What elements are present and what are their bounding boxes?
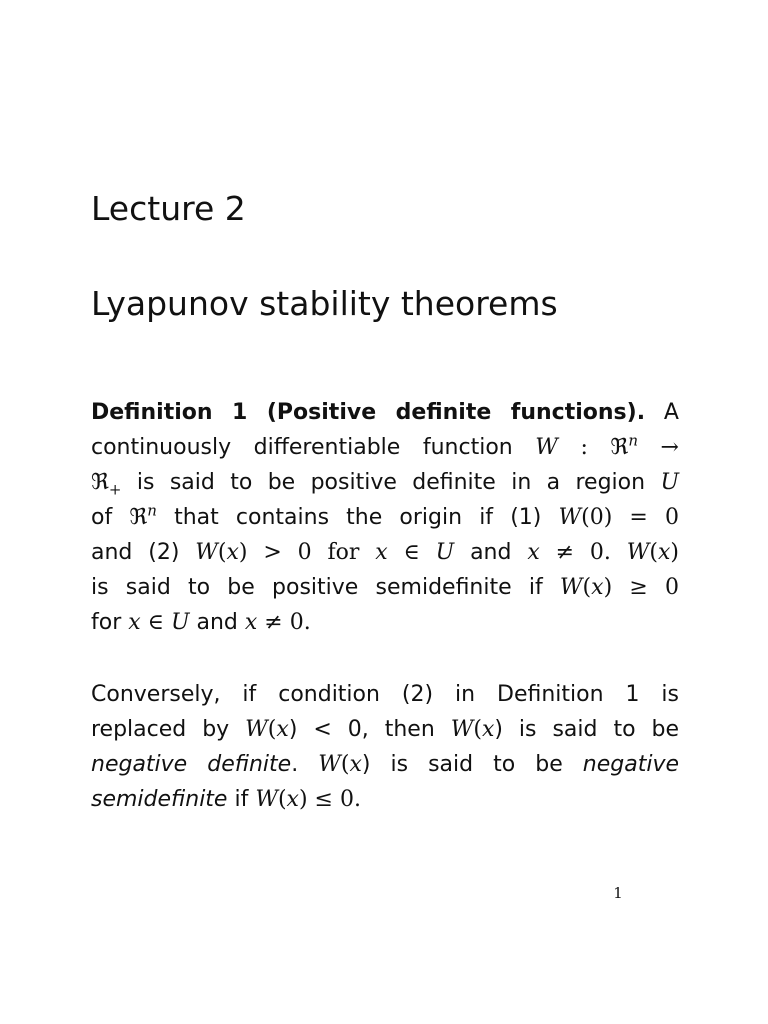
math-symbol: ℜ <box>129 505 148 530</box>
math-symbol: x <box>244 610 258 635</box>
math-symbol: ≠ 0. <box>257 610 311 635</box>
math-symbol: x <box>128 610 141 635</box>
remark-line <box>91 782 679 817</box>
remark-line <box>91 747 679 782</box>
math-symbol: W <box>558 505 582 530</box>
remark-line <box>91 677 679 712</box>
lecture-subtitle: Lyapunov stability theorems <box>91 284 558 323</box>
remark-text: if <box>227 787 256 812</box>
math-symbol: : <box>557 435 611 460</box>
math-symbol: x <box>591 575 604 600</box>
definition-text: of <box>91 505 130 530</box>
math-symbol: x <box>527 540 540 565</box>
remark-text: ) is said to be <box>361 752 583 777</box>
math-subscript: + <box>108 480 122 499</box>
math-symbol: ≠ 0. <box>539 540 627 565</box>
definition-text: is said to be positive definite in a region <box>121 470 661 495</box>
definition-line <box>91 465 679 500</box>
math-symbol: ) ≤ 0. <box>298 787 361 812</box>
remark-line <box>91 712 679 747</box>
definition-line <box>91 605 679 640</box>
math-symbol: → <box>638 435 679 460</box>
math-symbol: ( <box>340 752 350 777</box>
math-symbol: ) <box>670 540 679 565</box>
conversely-paragraph <box>91 677 679 817</box>
math-symbol: W <box>450 717 474 742</box>
remark-text: replaced by <box>91 717 246 742</box>
math-symbol: U <box>170 610 190 635</box>
remark-text: . <box>291 752 319 777</box>
math-symbol: x <box>375 540 388 565</box>
math-symbol: U <box>660 470 679 495</box>
math-symbol: U <box>435 540 455 565</box>
emphasis-text: negative <box>582 752 679 777</box>
definition-line <box>91 395 679 430</box>
math-symbol: x <box>226 540 239 565</box>
math-symbol: ) ≥ 0 <box>603 575 679 600</box>
math-symbol: ∈ <box>140 610 171 635</box>
math-symbol: ( <box>582 575 592 600</box>
math-symbol: ℜ <box>91 470 109 495</box>
definition-label: Definition 1 (Positive definite functions). <box>91 400 646 425</box>
definition-line <box>91 500 679 535</box>
math-symbol: W <box>318 752 341 777</box>
definition-text: continuously differentiable function <box>91 435 536 460</box>
page-number: 1 <box>613 884 623 902</box>
definition-text: is said to be positive semidefinite if <box>91 575 560 600</box>
math-superscript: n <box>628 431 639 450</box>
definition-paragraph <box>91 395 679 640</box>
definition-text: A <box>663 400 679 425</box>
remark-text: ) is said to be <box>494 717 679 742</box>
lecture-title: Lecture 2 <box>91 189 246 228</box>
math-symbol: x <box>481 717 495 742</box>
math-symbol: x <box>349 752 362 777</box>
math-symbol: ℜ <box>610 435 629 460</box>
math-symbol: x <box>657 540 671 565</box>
definition-text: and <box>454 540 528 565</box>
math-symbol: ) > 0 for <box>238 540 376 565</box>
math-symbol: W <box>559 575 583 600</box>
math-symbol: W <box>245 717 268 742</box>
math-symbol: ( <box>267 717 277 742</box>
math-symbol: x <box>276 717 289 742</box>
definition-text: that contains the origin if (1) <box>156 505 559 530</box>
math-superscript: n <box>147 501 157 520</box>
math-symbol: W <box>626 540 650 565</box>
math-symbol: (0) = 0 <box>581 505 679 530</box>
remark-text: Conversely, if condition (2) in Definition 1 is <box>91 682 679 707</box>
math-symbol: W <box>195 540 218 565</box>
definition-line <box>91 535 679 570</box>
definition-line <box>91 430 679 465</box>
definition-text: and (2) <box>91 540 196 565</box>
definition-line <box>91 570 679 605</box>
emphasis-text: negative definite <box>91 752 292 777</box>
emphasis-text: semidefinite <box>91 787 228 812</box>
math-symbol: W <box>255 787 278 812</box>
math-symbol: x <box>286 787 299 812</box>
remark-text: ) < 0, then <box>288 717 451 742</box>
math-symbol: ( <box>217 540 227 565</box>
definition-text: and <box>189 610 245 635</box>
math-symbol: W <box>535 435 558 460</box>
math-symbol: ( <box>473 717 482 742</box>
math-symbol: ∈ <box>387 540 436 565</box>
definition-text: for <box>91 610 129 635</box>
math-symbol: ( <box>277 787 287 812</box>
math-symbol: ( <box>649 540 658 565</box>
